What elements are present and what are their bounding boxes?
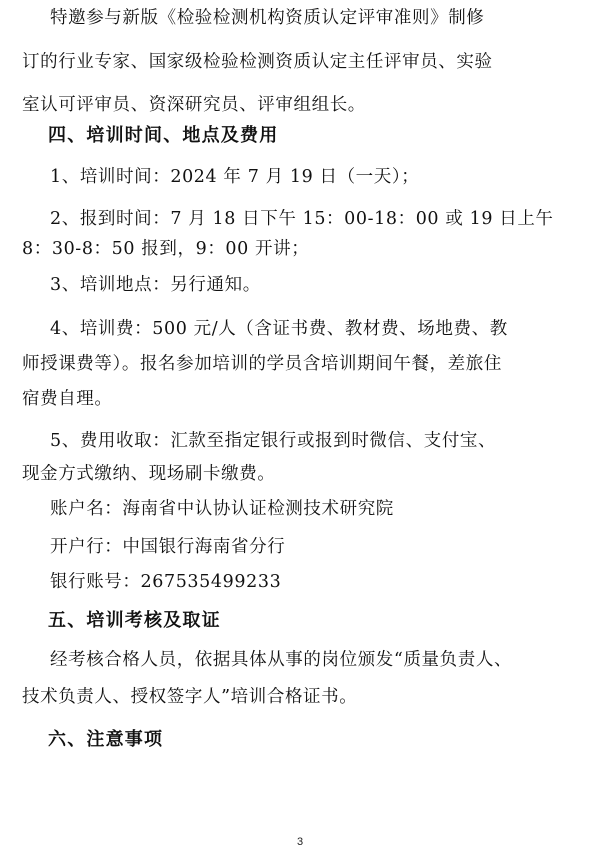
experts-paragraph-line-3: 室认可评审员、资深研究员、评审组组长。 [22, 95, 366, 115]
bank-name: 开户行：中国银行海南省分行 [50, 537, 286, 557]
training-fee-line-3: 宿费自理。 [22, 389, 113, 409]
training-location: 3、培训地点：另行通知。 [50, 275, 261, 295]
training-time: 1、培训时间：2024 年 7 月 19 日（一天）； [50, 167, 420, 187]
experts-paragraph-line-1: 特邀参与新版《检验检测机构资质认定评审准则》制修 [50, 8, 485, 28]
account-name: 账户名：海南省中认协认证检测技术研究院 [50, 499, 394, 519]
account-number: 银行账号：267535499233 [50, 572, 282, 592]
section-5-heading: 五、培训考核及取证 [48, 610, 221, 631]
registration-time-line-2: 8：30-8：50 报到，9：00 开讲； [22, 239, 310, 259]
certificate-paragraph-line-1: 经考核合格人员，依据具体从事的岗位颁发“质量负责人、 [50, 650, 513, 670]
section-6-heading: 六、注意事项 [48, 729, 164, 750]
fee-collection-line-2: 现金方式缴纳、现场刷卡缴费。 [22, 464, 276, 484]
section-4-heading: 四、培训时间、地点及费用 [48, 125, 279, 146]
fee-collection-line-1: 5、费用收取：汇款至指定银行或报到时微信、支付宝、 [50, 431, 497, 451]
registration-time-line-1: 2、报到时间：7 月 18 日下午 15：00-18：00 或 19 日上午 [50, 209, 554, 229]
training-fee-line-2: 师授课费等）。报名参加培训的学员含培训期间午餐，差旅住 [22, 354, 502, 374]
training-fee-line-1: 4、培训费：500 元/人（含证书费、教材费、场地费、教 [50, 319, 508, 339]
certificate-paragraph-line-2: 技术负责人、授权签字人”培训合格证书。 [22, 687, 358, 707]
page-number: 3 [296, 836, 304, 848]
experts-paragraph-line-2: 订的行业专家、国家级检验检测资质认定主任评审员、实验 [22, 52, 493, 72]
